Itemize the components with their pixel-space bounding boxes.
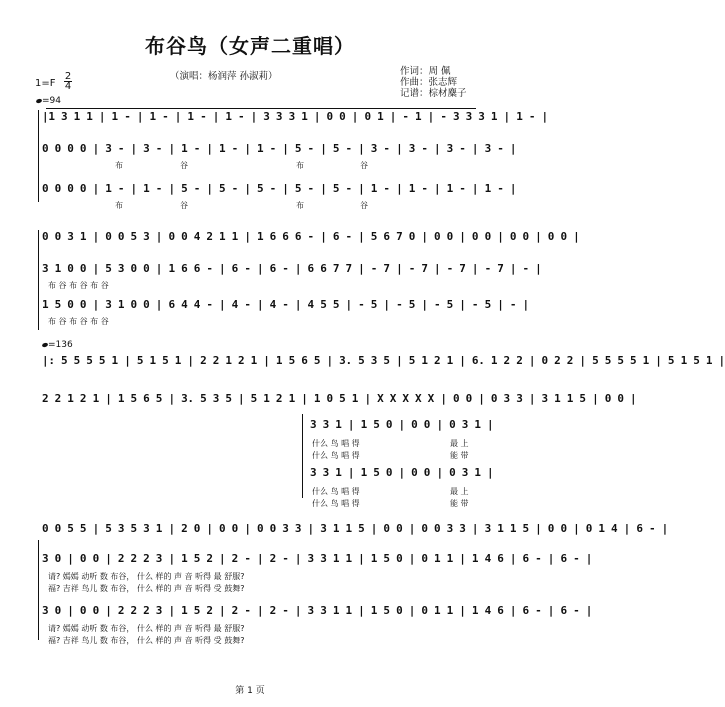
s4-voice-mid: 3 0 | 0 0 | 2 2 2 3 | 1 5 2 | 2 - | 2 - | 3 3 1 1 | 1 5 0 | 0 1 1 | 1 4 6 | 6 - | 6 - | xyxy=(42,552,593,565)
key-signature: 1=F xyxy=(35,78,56,89)
lyric: 布 xyxy=(115,161,123,170)
lyric: 最 上 xyxy=(450,439,469,448)
s1-voice-mid: 0 0 0 0 | 3 - | 3 - | 1 - | 1 - | 1 - | 5 - | 5 - | 3 - | 3 - | 3 - | 3 - | xyxy=(42,142,517,155)
page-title: 布谷鸟（女声二重唱） xyxy=(145,34,355,58)
lyric-line: 布 谷 布 谷 布 谷 xyxy=(48,281,109,290)
lyric: 布 xyxy=(296,201,304,210)
s4-voice-bot: 3 0 | 0 0 | 2 2 2 3 | 1 5 2 | 2 - | 2 - | 3 3 1 1 | 1 5 0 | 0 1 1 | 1 4 6 | 6 - | 6 - | xyxy=(42,604,593,617)
composer-credit: 作曲：张志辉 xyxy=(400,77,458,88)
s3-voice-d: 3 3 1 | 1 5 0 | 0 0 | 0 3 1 | xyxy=(310,466,494,479)
lyric: 谷 xyxy=(360,201,368,210)
lyric: 能 带 xyxy=(450,499,469,508)
lyric: 什么 鸟 唱 得 xyxy=(312,499,360,508)
meter-top: 2 xyxy=(64,71,72,82)
s2-voice-mid: 3 1 0 0 | 5 3 0 0 | 1 6 6 - | 6 - | 6 - | 6 6 7 7 | - 7 | - 7 | - 7 | - 7 | - | xyxy=(42,262,542,275)
notation-credit: 记谱：棕材麋子 xyxy=(400,88,467,99)
lyric: 什么 鸟 唱 得 xyxy=(312,487,360,496)
lyric-line: 福? 吉祥 鸟儿 数 布谷， 什么 样的 声 音 听得 受 鼓舞? xyxy=(48,636,245,645)
lyric: 谷 xyxy=(180,201,188,210)
s2-voice-top: 0 0 3 1 | 0 0 5 3 | 0 0 4 2 1 1 | 1 6 6 6 - | 6 - | 5 6 7 0 | 0 0 | 0 0 | 0 0 | 0 0 | xyxy=(42,230,580,243)
lyric-line: 布 谷 布 谷 布 谷 xyxy=(48,317,109,326)
singers-line: （演唱：杨润萍 孙淑莉） xyxy=(170,71,278,82)
lyric: 谷 xyxy=(360,161,368,170)
page-footer: 第 1 页 xyxy=(235,686,265,696)
lyric: 谷 xyxy=(180,161,188,170)
s3-line-b: 2 2 1 2 1 | 1 5 6 5 | 3. 5 3 5 | 5 1 2 1 | 1 0 5 1 | X X X X X | 0 0 | 0 3 3 | 3 1 1 5 | 0 0 | xyxy=(42,392,637,405)
s1-voice-bot: 0 0 0 0 | 1 - | 1 - | 5 - | 5 - | 5 - | 5 - | 5 - | 1 - | 1 - | 1 - | 1 - | xyxy=(42,182,517,195)
system-brace-4 xyxy=(38,540,39,640)
lyric: 能 带 xyxy=(450,451,469,460)
system-brace-3 xyxy=(302,414,303,498)
lyricist-credit: 作词：周 佩 xyxy=(400,66,451,77)
system-brace-1 xyxy=(38,110,39,202)
system-brace-2 xyxy=(38,230,39,330)
s2-voice-bot: 1 5 0 0 | 3 1 0 0 | 6 4 4 - | 4 - | 4 - | 4 5 5 | - 5 | - 5 | - 5 | - 5 | - | xyxy=(42,298,529,311)
s3-line-a: |: 5 5 5 5 1 | 5 1 5 1 | 2 2 1 2 1 | 1 5 6 5 | 3. 5 3 5 | 5 1 2 1 | 6. 1 2 2 | 0 2 2 | 5 5 5 5 1 | 5 1 5 1 | xyxy=(42,354,725,367)
time-signature xyxy=(64,72,72,91)
lyric: 最 上 xyxy=(450,487,469,496)
slur-line xyxy=(46,108,476,109)
meter-bottom: 4 xyxy=(64,81,72,92)
tempo-marking-2: =136 xyxy=(42,340,73,350)
lyric-line: 福? 吉祥 鸟儿 数 布谷， 什么 样的 声 音 听得 受 鼓舞? xyxy=(48,584,245,593)
lyric: 布 xyxy=(296,161,304,170)
lyric: 什么 鸟 唱 得 xyxy=(312,451,360,460)
lyric-line: 请? 嫣嫣 动听 数 布谷， 什么 样的 声 音 听得 最 舒服? xyxy=(48,624,245,633)
s4-voice-top: 0 0 5 5 | 5 3 5 3 1 | 2 0 | 0 0 | 0 0 3 3 | 3 1 1 5 | 0 0 | 0 0 3 3 | 3 1 1 5 | 0 0 | 0 1 4 | 6 - | xyxy=(42,522,668,535)
s1-voice-top: |1 3 1 1 | 1 - | 1 - | 1 - | 1 - | 3 3 3 1 | 0 0 | 0 1 | - 1 | - 3 3 3 1 | 1 - | xyxy=(42,110,548,123)
s3-voice-c: 3 3 1 | 1 5 0 | 0 0 | 0 3 1 | xyxy=(310,418,494,431)
lyric: 布 xyxy=(115,201,123,210)
lyric-line: 请? 嫣嫣 动听 数 布谷， 什么 样的 声 音 听得 最 舒服? xyxy=(48,572,245,581)
lyric: 什么 鸟 唱 得 xyxy=(312,439,360,448)
credits-block xyxy=(400,66,467,99)
tempo-marking-1: =94 xyxy=(36,96,61,106)
